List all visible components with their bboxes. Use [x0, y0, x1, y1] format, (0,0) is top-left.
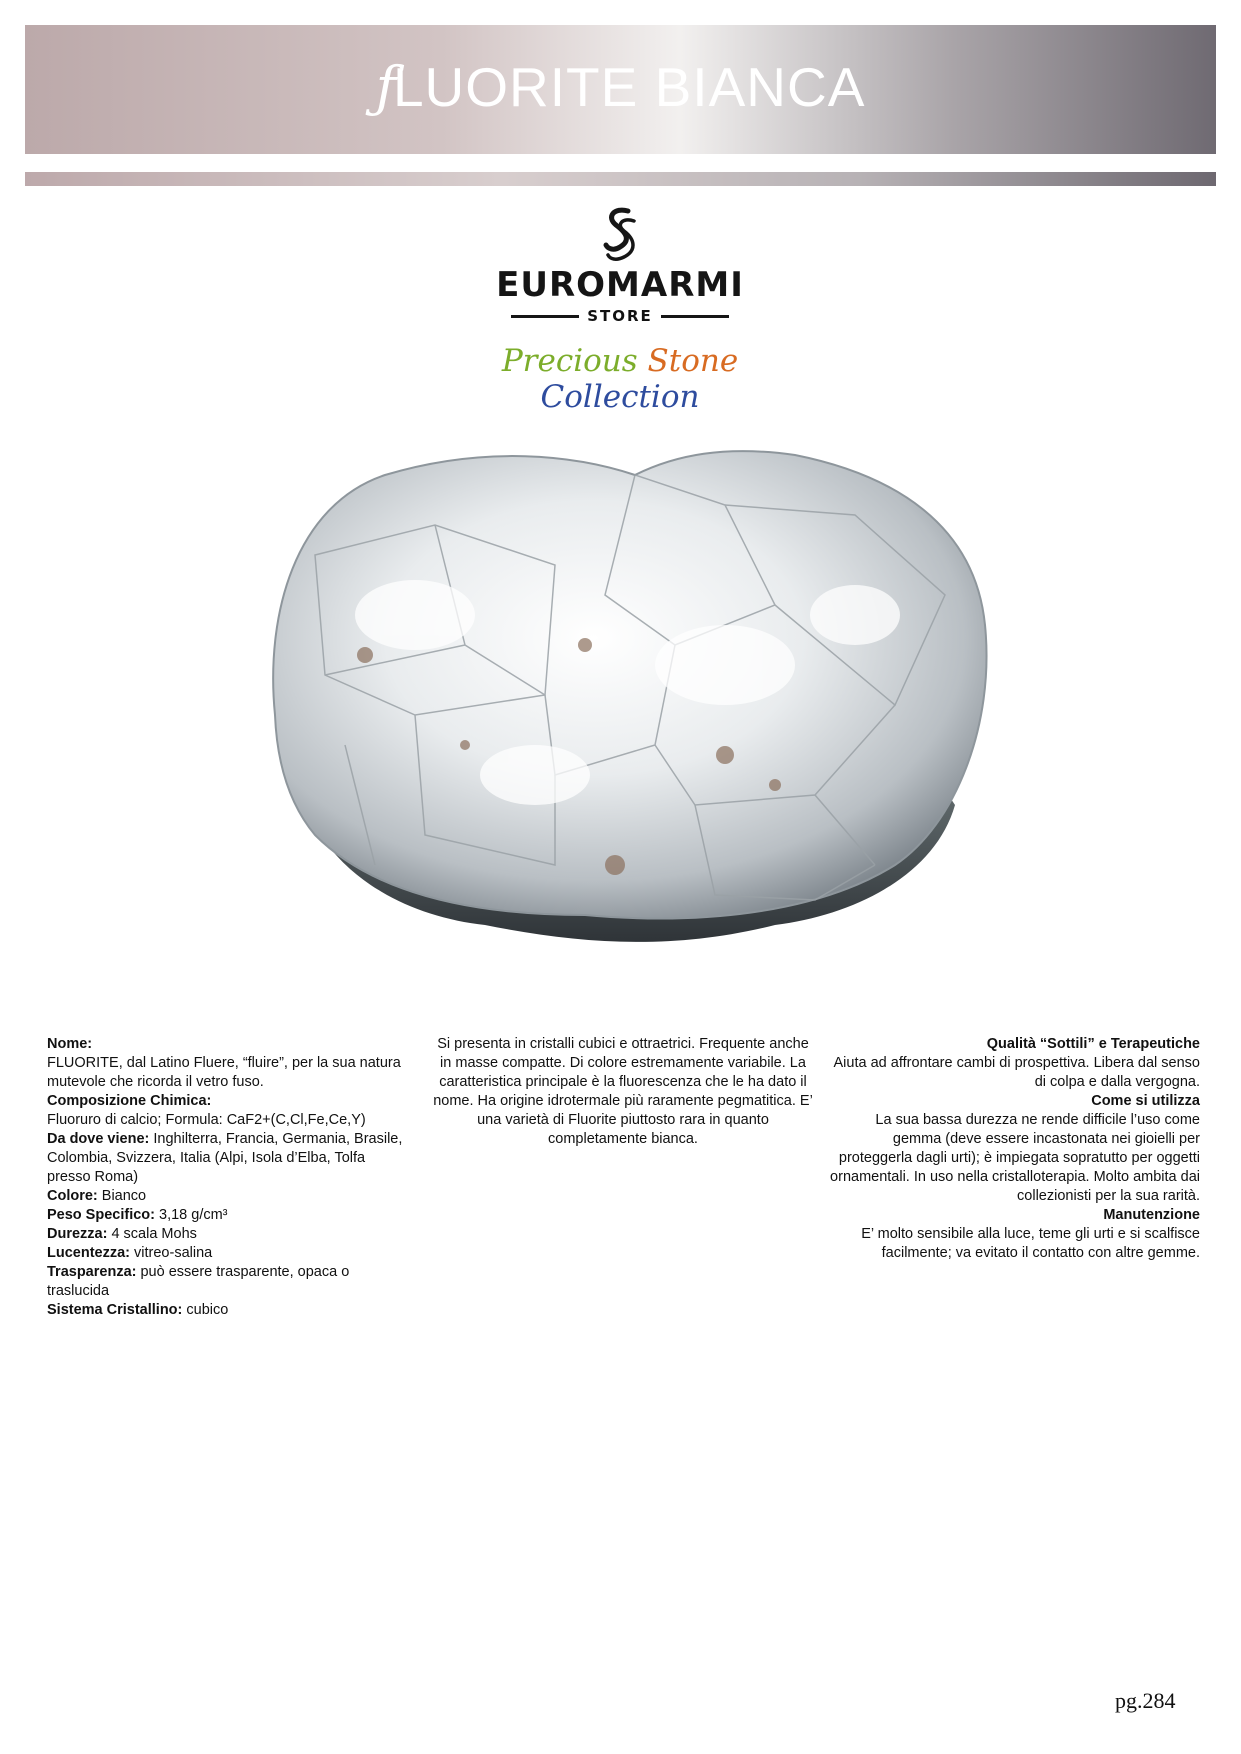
euromarmi-logo [480, 205, 760, 325]
trasparenza-value: può essere trasparente, opaca o traslucida [47, 1264, 350, 1299]
tagline-collection: Collection [540, 379, 700, 415]
description-text: Si presenta in cristalli cubici e ottraetrici. Frequente anche in masse compatte. Di colore estremamente variabile. La caratteristica principale è la fluorescenza che le ha dato il nome. Ha origine idrotermale più raramente pegmatitica. E’ una varietà di Fluorite piuttosto rara in quanto completamente bianca. [433, 1036, 813, 1147]
trasparenza-label: Trasparenza: [47, 1264, 137, 1280]
title-banner [25, 25, 1216, 154]
fluorite-crystal-photo [255, 445, 1005, 980]
header-rule [25, 172, 1216, 186]
title-ornament: ƒ [375, 55, 397, 119]
page-title [25, 55, 1216, 119]
trasparenza-row [47, 1263, 412, 1301]
nome-heading [47, 1035, 412, 1054]
lucentezza-value: vitreo-salina [130, 1245, 213, 1261]
logo-store: STORE [587, 307, 653, 325]
durezza-value: 4 scala Mohs [107, 1226, 197, 1242]
peso-label: Peso Specifico: [47, 1207, 155, 1223]
composizione-heading [47, 1092, 412, 1111]
composizione-label: Composizione Chimica: [47, 1093, 212, 1109]
peso-row [47, 1206, 412, 1225]
durezza-row [47, 1225, 412, 1244]
sistema-label: Sistema Cristallino: [47, 1302, 183, 1318]
logo-store-line [480, 307, 760, 325]
page-number: pg.284 [1115, 1688, 1176, 1713]
durezza-label: Durezza: [47, 1226, 108, 1242]
provenienza-row [47, 1130, 412, 1187]
qualita-text: Aiuta ad affrontare cambi di prospettiva. Libera dal senso di colpa e dalla vergogna. [833, 1055, 1200, 1090]
tagline-stone: Stone [647, 343, 739, 379]
tagline-precious: Precious [501, 343, 638, 379]
nome-text: FLUORITE, dal Latino Fluere, “fluire”, per la sua natura mutevole che ricorda il vetro fuso. [47, 1055, 401, 1090]
sistema-row [47, 1301, 412, 1320]
description-column [432, 1035, 814, 1149]
colore-value: Bianco [97, 1188, 147, 1204]
lucentezza-label: Lucentezza: [47, 1245, 130, 1261]
colore-label: Colore: [47, 1188, 98, 1204]
manutenzione-heading: Manutenzione [1103, 1207, 1200, 1223]
provenienza-label: Da dove viene: [47, 1131, 150, 1147]
logo-bar-right [661, 315, 729, 318]
qualities-column [826, 1035, 1200, 1263]
peso-value: 3,18 g/cm³ [154, 1207, 228, 1223]
composizione-text: Fluoruro di calcio; Formula: CaF2+(C,Cl,Fe,Ce,Y) [47, 1112, 366, 1128]
title-text: LUORITE BIANCA [392, 56, 866, 118]
sistema-value: cubico [182, 1302, 229, 1318]
properties-column [47, 1035, 412, 1320]
colore-row [47, 1187, 412, 1206]
logo-bar-left [511, 315, 579, 318]
collection-tagline [430, 343, 810, 415]
utilizzo-text: La sua bassa durezza ne rende difficile l’uso come gemma (deve essere incastonata nei gioielli per proteggerla dagli urti); è impiegata sopratutto per oggetti ornamentali. In uso nella cristalloterapia. Molto ambita dai collezionisti per la sua rarità. [830, 1112, 1200, 1204]
logo-brand: EUROMARMI [496, 265, 744, 305]
nome-label: Nome: [47, 1036, 93, 1052]
logo-s-mark-icon [600, 205, 640, 263]
provenienza-value: Inghilterra, Francia, Germania, Brasile, Colombia, Svizzera, Italia (Alpi, Isola d’Elba, Tolfa presso Roma) [47, 1131, 403, 1185]
qualita-heading: Qualità “Sottili” e Terapeutiche [986, 1036, 1200, 1052]
manutenzione-text: E’ molto sensibile alla luce, teme gli urti e si scalfisce facilmente; va evitato il contatto con altre gemme. [861, 1226, 1200, 1261]
utilizzo-heading: Come si utilizza [1091, 1093, 1200, 1109]
lucentezza-row [47, 1244, 412, 1263]
